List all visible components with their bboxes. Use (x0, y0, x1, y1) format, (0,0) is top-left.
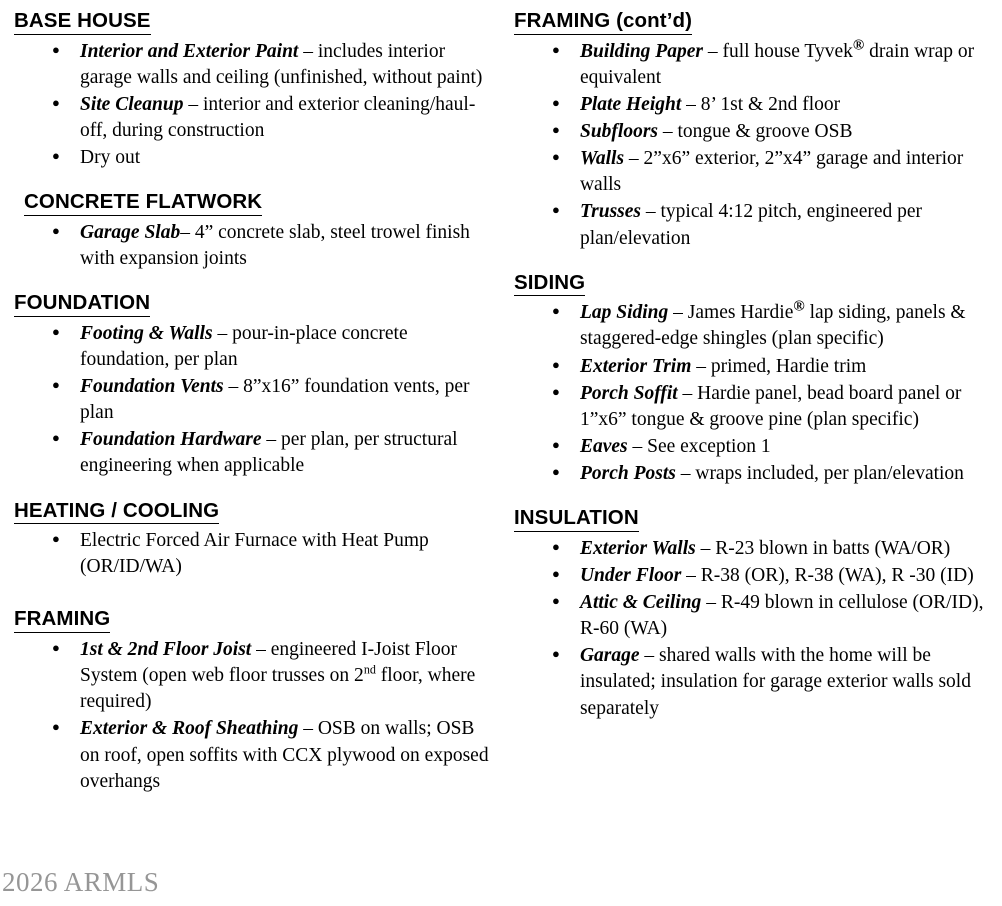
item-dash: – (682, 382, 693, 404)
item-text: includes interior garage walls and ceiling (unfinished, without paint) (80, 40, 483, 88)
item-dash: – (673, 302, 683, 324)
item-label: Footing & Walls (80, 322, 213, 344)
item-label: Porch Soffit (579, 382, 678, 404)
item-dash: – (696, 355, 707, 377)
list-item (50, 321, 496, 373)
two-column-layout (12, 8, 990, 797)
list-item (50, 427, 496, 479)
section-title-foundation: FOUNDATION (14, 290, 150, 317)
item-label: Garage (579, 645, 640, 667)
item-text: R-38 (OR), R-38 (WA), R -30 (ID) (695, 564, 974, 586)
item-dash: – (706, 592, 716, 613)
list-item (550, 563, 990, 589)
list-concrete-flatwork (14, 220, 496, 272)
list-framing (14, 637, 496, 795)
item-text: 8”x16” foundation vents, per plan (80, 376, 470, 424)
item-label: Foundation Vents (80, 376, 224, 397)
item-text: 8’ 1st & 2nd floor (695, 93, 841, 115)
item-text: 4” concrete slab, steel trowel finish with expansion joints (80, 221, 470, 269)
item-label: Interior and Exterior Paint (80, 40, 299, 62)
section-base-house (14, 8, 496, 171)
list-item (550, 297, 990, 352)
item-label: Lap Siding (579, 302, 669, 324)
list-item (50, 637, 496, 715)
item-text: OSB on walls; OSB on roof, open soffits with CCX plywood on exposed overhangs (80, 718, 489, 792)
list-item (550, 92, 990, 118)
item-dash: – (707, 40, 718, 62)
item-dash: – (632, 435, 643, 457)
section-siding (514, 270, 990, 488)
section-title-siding: SIDING (514, 270, 585, 297)
item-dash: – (662, 121, 673, 142)
item-dash: – (188, 93, 199, 115)
list-siding (514, 297, 990, 487)
registered-mark: ® (852, 36, 865, 54)
list-item (550, 199, 990, 251)
item-label: Walls (579, 148, 625, 170)
section-title-insulation: INSULATION (514, 505, 639, 532)
section-insulation (514, 505, 990, 722)
list-item (50, 39, 496, 91)
item-text: R-49 blown in cellulose (OR/ID), R-60 (WA) (579, 592, 984, 640)
list-item (50, 374, 496, 426)
list-heating-cooling (14, 528, 496, 580)
item-text-a: engineered I-Joist Floor System (open web floor trusses on 2 (80, 639, 458, 687)
item-text: R-23 blown in batts (WA/OR) (710, 537, 951, 559)
section-title-heating-cooling: HEATING / COOLING (14, 498, 219, 525)
section-framing-contd (514, 8, 990, 252)
item-text: wraps included, per plan/elevation (690, 463, 964, 484)
list-item (550, 146, 990, 198)
item-text: See exception 1 (642, 435, 771, 457)
item-dash: – (256, 639, 266, 660)
item-label: Under Floor (579, 564, 682, 586)
list-item (550, 381, 990, 433)
section-framing (14, 606, 496, 794)
section-title-concrete-flatwork: CONCRETE FLATWORK (24, 189, 262, 216)
item-text: typical 4:12 pitch, engineered per plan/elevation (579, 201, 923, 249)
item-text-b: floor, where required) (80, 665, 476, 713)
item-dash: – (266, 429, 277, 451)
item-dash: – (628, 148, 639, 170)
list-item (550, 536, 990, 562)
item-text: per plan, per structural engineering when applicable (80, 429, 458, 477)
item-dash: – (303, 718, 313, 740)
item-text: Electric Forced Air Furnace with Heat Pump (OR/ID/WA) (80, 530, 429, 578)
item-label: Garage Slab (80, 221, 181, 243)
list-item (50, 716, 496, 794)
item-text: Hardie panel, bead board panel or 1”x6” tongue & groove pine (plan specific) (579, 382, 962, 430)
right-column (506, 8, 990, 724)
list-framing-contd (514, 36, 990, 252)
list-insulation (514, 536, 990, 722)
item-label: Exterior & Roof Sheathing (80, 718, 299, 740)
list-item (50, 220, 496, 272)
item-text: interior and exterior cleaning/haul-off, during construction (80, 93, 476, 141)
item-text: 2”x6” exterior, 2”x4” garage and interior walls (579, 148, 964, 196)
list-item (50, 145, 496, 171)
list-item (550, 590, 990, 642)
item-text: tongue & groove OSB (672, 121, 853, 142)
item-dash: – (644, 645, 655, 667)
item-text: Dry out (80, 147, 141, 169)
item-dash: – (700, 537, 711, 559)
list-item (50, 92, 496, 144)
section-title-base-house: BASE HOUSE (14, 8, 151, 35)
item-label: Exterior Walls (579, 537, 696, 559)
list-item (550, 354, 990, 380)
item-label: Building Paper (579, 40, 703, 62)
item-text-b: drain wrap or equivalent (579, 40, 975, 88)
item-label: Plate Height (579, 93, 682, 115)
list-base-house (14, 39, 496, 172)
item-label: 1st & 2nd Floor Joist (80, 639, 252, 660)
list-item (550, 643, 990, 721)
item-dash: – (686, 564, 696, 586)
item-label: Site Cleanup (80, 93, 184, 115)
item-dash: – (217, 322, 228, 344)
item-text: shared walls with the home will be insulated; insulation for garage exterior walls sold separately (579, 645, 971, 719)
watermark: 2026 ARMLS (2, 867, 160, 897)
item-superscript: nd (363, 662, 376, 677)
item-label: Eaves (579, 435, 628, 457)
item-text: pour-in-place concrete foundation, per plan (80, 322, 408, 370)
item-text-a: full house Tyvek (717, 40, 853, 62)
item-dash: – (680, 463, 691, 484)
item-label: Porch Posts (579, 463, 676, 484)
item-dash: – (303, 40, 313, 62)
section-title-framing: FRAMING (14, 606, 110, 633)
item-label: Attic & Ceiling (579, 592, 702, 613)
list-item (550, 461, 990, 487)
item-text-b: lap siding, panels & staggered-edge shingles (plan specific) (579, 302, 966, 350)
item-dash: – (228, 376, 239, 397)
list-item (550, 119, 990, 145)
list-foundation (14, 321, 496, 480)
item-text-a: James Hardie (682, 302, 794, 324)
list-item (50, 528, 496, 580)
item-label: Foundation Hardware (80, 429, 262, 451)
section-foundation (14, 290, 496, 479)
registered-mark: ® (793, 297, 805, 315)
item-label: Exterior Trim (579, 355, 692, 377)
item-dash: – (686, 93, 696, 115)
section-heating-cooling (14, 498, 496, 581)
list-item (550, 434, 990, 460)
left-column (12, 8, 506, 797)
section-title-framing-contd: FRAMING (cont’d) (514, 8, 692, 35)
item-dash: – (645, 201, 656, 223)
item-label: Subfloors (579, 121, 658, 142)
item-dash: – (180, 221, 190, 243)
section-concrete-flatwork (14, 189, 496, 272)
list-item (550, 36, 990, 91)
item-text: primed, Hardie trim (706, 355, 867, 377)
item-label: Trusses (579, 201, 642, 223)
